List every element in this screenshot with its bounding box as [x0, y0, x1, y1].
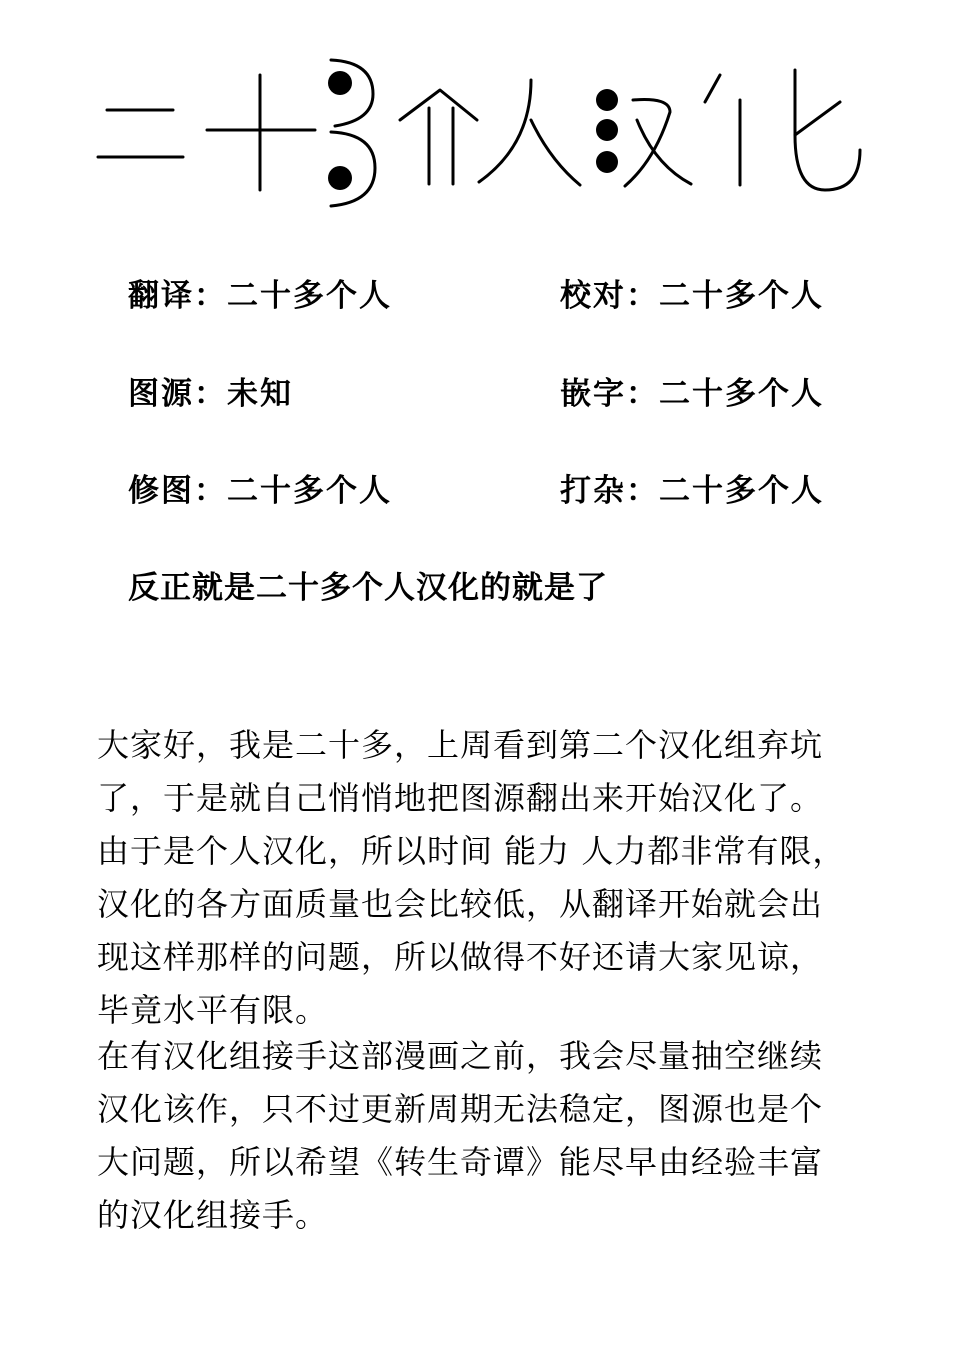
credit-typesetting: 嵌字：二十多个人: [560, 376, 824, 412]
credit-proofreading: 校对：二十多个人: [560, 278, 824, 314]
credit-misc: 打杂：二十多个人: [560, 473, 824, 509]
paragraph-line: 汉化的各方面质量也会比较低，从翻译开始就会出: [97, 885, 824, 923]
credit-retouching: 修图：二十多个人: [128, 473, 392, 509]
paragraph-line: 毕竟水平有限。: [97, 991, 329, 1029]
paragraph-line: 了，于是就自己悄悄地把图源翻出来开始汉化了。: [97, 779, 824, 817]
paragraph-intro: [97, 719, 857, 1037]
paragraph-plan: [97, 1030, 857, 1242]
paragraph-line: 大问题，所以希望《转生奇谭》能尽早由经验丰富: [97, 1143, 824, 1181]
logo-graphic: [95, 50, 875, 220]
group-logo: [95, 50, 875, 220]
paragraph-line: 在有汉化组接手这部漫画之前，我会尽量抽空继续: [97, 1037, 824, 1075]
credit-translation: 翻译：二十多个人: [128, 278, 392, 314]
paragraph-line: 现这样那样的问题，所以做得不好还请大家见谅，: [97, 938, 824, 976]
paragraph-line: 大家好，我是二十多，上周看到第二个汉化组弃坑: [97, 726, 824, 764]
credits-summary: 反正就是二十多个人汉化的就是了: [128, 570, 608, 606]
credit-source: 图源：未知: [128, 376, 293, 412]
paragraph-line: 汉化该作，只不过更新周期无法稳定，图源也是个: [97, 1090, 824, 1128]
paragraph-line: 的汉化组接手。: [97, 1196, 329, 1234]
paragraph-line: 由于是个人汉化，所以时间 能力 人力都非常有限，: [97, 832, 846, 870]
